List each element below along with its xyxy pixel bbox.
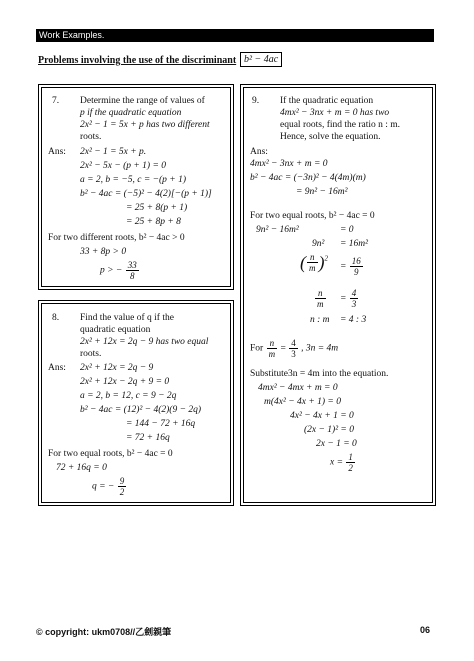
- q9-eq-3-numerator: n: [307, 252, 318, 263]
- q9-text-line-1: If the quadratic equation: [280, 96, 374, 106]
- q7-number: 7.: [52, 96, 60, 106]
- q9-eq-2-right: = 16m²: [340, 239, 368, 249]
- equals-sign: =: [340, 293, 349, 304]
- q7-text-line-2: p if the quadratic equation: [80, 108, 182, 118]
- q7-result-denominator: 8: [129, 271, 135, 281]
- q9-solution-fraction: [346, 452, 355, 473]
- q9-ratio-fraction: [267, 338, 278, 359]
- q8-condition: For two equal roots, b² − 4ac = 0: [48, 449, 173, 459]
- q9-solution: [330, 452, 356, 473]
- q8-ans-label: Ans:: [48, 363, 66, 373]
- q9-step-3: = 9n² − 16m²: [296, 187, 348, 197]
- q9-eq-4-right-denominator: 3: [351, 299, 357, 309]
- q7-step-3: a = 2, b = −5, c = −(p + 1): [80, 175, 187, 185]
- q9-condition: For two equal roots, b² − 4ac = 0: [250, 211, 375, 221]
- q9-equals: =: [280, 343, 286, 354]
- q9-eq-4-right-fraction: [350, 288, 359, 309]
- q9-ratio-value-numerator: 4: [291, 338, 296, 348]
- q9-eq-3-left: [300, 252, 328, 273]
- q9-eq-3-right-numerator: 16: [351, 256, 361, 266]
- section-title: Problems involving the use of the discriminant: [38, 55, 237, 66]
- q9-ratio-value-denominator: 3: [291, 349, 296, 359]
- q9-for-label: For: [250, 343, 264, 354]
- q9-ratio-numerator: n: [267, 338, 278, 349]
- q7-step-4: b² − 4ac = (−5)² − 4(2)[−(p + 1)]: [80, 189, 212, 199]
- q9-text-line-2: 4mx² − 3nx + m = 0 has two: [280, 108, 390, 118]
- q9-number: 9.: [252, 96, 260, 106]
- q9-sub-step-2: m(4x² − 4x + 1) = 0: [264, 397, 341, 407]
- q7-text-line-3: 2x² − 1 = 5x + p has two different: [80, 120, 210, 130]
- q9-eq-4-denominator: m: [317, 299, 324, 309]
- q8-number: 8.: [52, 313, 60, 323]
- q9-eq-4-numerator: n: [315, 288, 326, 299]
- q9-eq-4-right: [340, 288, 359, 309]
- q9-eq-3-denominator: m: [309, 263, 316, 273]
- q9-relation: , 3n = 4m: [301, 343, 339, 354]
- q9-ratio-value-fraction: [289, 338, 298, 359]
- q8-text-line-4: roots.: [80, 349, 102, 359]
- q7-text-line-1: Determine the range of values of: [80, 96, 205, 106]
- q9-ratio-left: n : m: [310, 315, 330, 325]
- q9-solution-left: x =: [330, 457, 344, 468]
- header-bar: [36, 29, 434, 42]
- page-number: 06: [420, 625, 431, 635]
- equals-sign: =: [340, 261, 349, 272]
- q8-step-1: 2x² + 12x = 2q − 9: [80, 363, 154, 373]
- q9-eq-1-left: 9n² − 16m²: [256, 225, 299, 235]
- q9-eq-3-right-denominator: 9: [354, 267, 359, 277]
- q8-step-5: = 144 − 72 + 16q: [126, 419, 196, 429]
- q8-result-fraction: [118, 476, 127, 497]
- q9-text-line-4: Hence, solve the equation.: [280, 132, 381, 142]
- q9-step-1: 4mx² − 3nx + m = 0: [250, 159, 328, 169]
- open-paren: (: [300, 252, 306, 273]
- q7-step-2: 2x² − 5x − (p + 1) = 0: [80, 161, 167, 171]
- q8-step-2: 2x² + 12x − 2q + 9 = 0: [80, 377, 170, 387]
- q9-eq-3-exponent: 2: [324, 254, 328, 263]
- q8-step-6: = 72 + 16q: [126, 433, 170, 443]
- q9-eq-4-left: [314, 288, 327, 309]
- q7-step-1: 2x² − 1 = 5x + p.: [80, 147, 147, 157]
- q9-ans-label: Ans:: [250, 147, 268, 157]
- q7-condition: For two different roots, b² − 4ac > 0: [48, 233, 185, 243]
- q9-sub-step-3: 4x² − 4x + 1 = 0: [290, 411, 354, 421]
- q9-eq-3-right-fraction: [350, 256, 363, 277]
- q9-eq-4-fraction: [315, 288, 326, 309]
- q9-solution-denominator: 2: [348, 463, 353, 473]
- q8-result: [92, 476, 127, 497]
- q8-step-3: a = 2, b = 12, c = 9 − 2q: [80, 391, 177, 401]
- q7-ans-label: Ans:: [48, 147, 66, 157]
- q8-step-8: 72 + 16q = 0: [56, 463, 107, 473]
- copyright-text: © copyright: ukm0708//乙劍親筆: [36, 627, 172, 637]
- q7-step-8: 33 + 8p > 0: [80, 247, 127, 257]
- q7-result-numerator: 33: [127, 260, 137, 270]
- q8-text-line-3: 2x² + 12x = 2q − 9 has two equal: [80, 337, 209, 347]
- q9-step-2: b² − 4ac = (−3n)² − 4(4m)(m): [250, 173, 366, 183]
- q9-ratio-denominator: m: [268, 349, 276, 359]
- q8-result-left: q = −: [92, 481, 115, 492]
- q9-substitution-condition: [250, 338, 338, 359]
- q9-eq-1-right: = 0: [340, 225, 354, 235]
- q9-ratio-right: = 4 : 3: [340, 315, 367, 325]
- q9-sub-step-5: 2x − 1 = 0: [316, 439, 357, 449]
- q9-text-line-3: equal roots, find the ratio n : m.: [280, 120, 401, 130]
- q8-result-denominator: 2: [119, 487, 125, 497]
- q7-step-5: = 25 + 8(p + 1): [126, 203, 188, 213]
- q8-result-numerator: 9: [119, 476, 125, 486]
- q8-text-line-1: Find the value of q if the: [80, 313, 174, 323]
- q9-eq-4-right-numerator: 4: [351, 288, 357, 298]
- q9-sub-step-4: (2x − 1)² = 0: [304, 425, 354, 435]
- discriminant-formula-box: b² − 4ac: [240, 52, 282, 67]
- q8-step-4: b² − 4ac = (12)² − 4(2)(9 − 2q): [80, 405, 202, 415]
- q9-sub-step-1: 4mx² − 4mx + m = 0: [258, 383, 338, 393]
- q7-text-line-4: roots.: [80, 132, 102, 142]
- q9-solution-numerator: 1: [348, 452, 353, 462]
- q7-step-6: = 25 + 8p + 8: [126, 217, 181, 227]
- q9-substitute-text: Substitute3n = 4m into the equation.: [250, 369, 389, 379]
- close-paren: ): [318, 252, 325, 273]
- q8-text-line-2: quadratic equation: [80, 325, 151, 335]
- q9-eq-3-fraction: [307, 252, 318, 273]
- q9-eq-3-right: [340, 256, 364, 277]
- q7-result-left: p > −: [100, 265, 123, 276]
- header-title: Work Examples.: [39, 30, 105, 40]
- q9-eq-2-left: 9n²: [312, 239, 325, 249]
- q7-result-fraction: [126, 260, 139, 281]
- q7-result: [100, 260, 140, 281]
